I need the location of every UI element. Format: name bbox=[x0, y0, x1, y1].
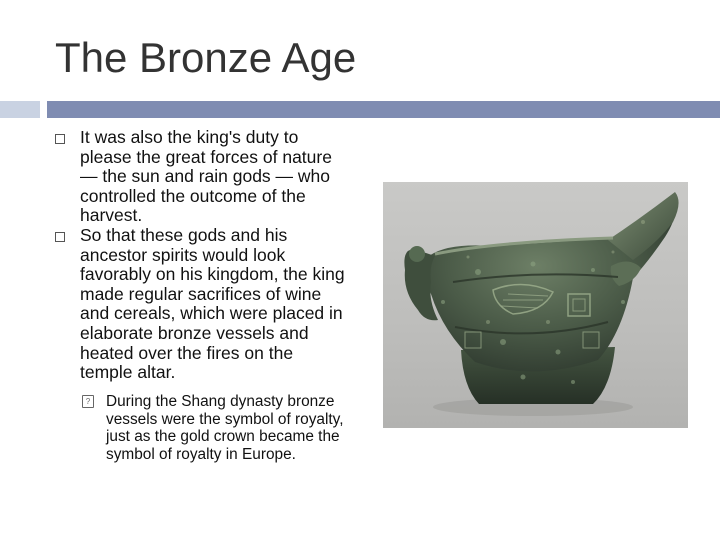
missing-glyph-icon: ? bbox=[82, 395, 94, 408]
bronze-vessel-photo bbox=[383, 182, 688, 428]
square-bullet-icon bbox=[55, 232, 65, 242]
sub-bullet-text: During the Shang dynasty bronze vessels were the symbol of royalty, just as the gold crown became the symbol of royalty in Europe. bbox=[106, 392, 344, 464]
bullet-list bbox=[55, 128, 345, 464]
square-bullet-icon bbox=[55, 134, 65, 144]
bullet-item bbox=[55, 128, 345, 226]
bullet-item bbox=[55, 226, 345, 383]
bronze-vessel-illustration bbox=[383, 182, 688, 428]
sub-bullet-item bbox=[55, 393, 345, 464]
title-divider-accent bbox=[0, 101, 40, 118]
title-divider-bar bbox=[47, 101, 720, 118]
bullet-text: It was also the king's duty to please the great forces of nature — the sun and rain gods — who controlled the outcome of the harvest. bbox=[80, 127, 332, 226]
slide-title: The Bronze Age bbox=[55, 34, 357, 81]
bullet-text: So that these gods and his ancestor spirits would look favorably on his kingdom, the king made regular sacrifices of wine and cereals, which were placed in elaborate bronze vessels and heated over the fires on the temple altar. bbox=[80, 224, 345, 383]
